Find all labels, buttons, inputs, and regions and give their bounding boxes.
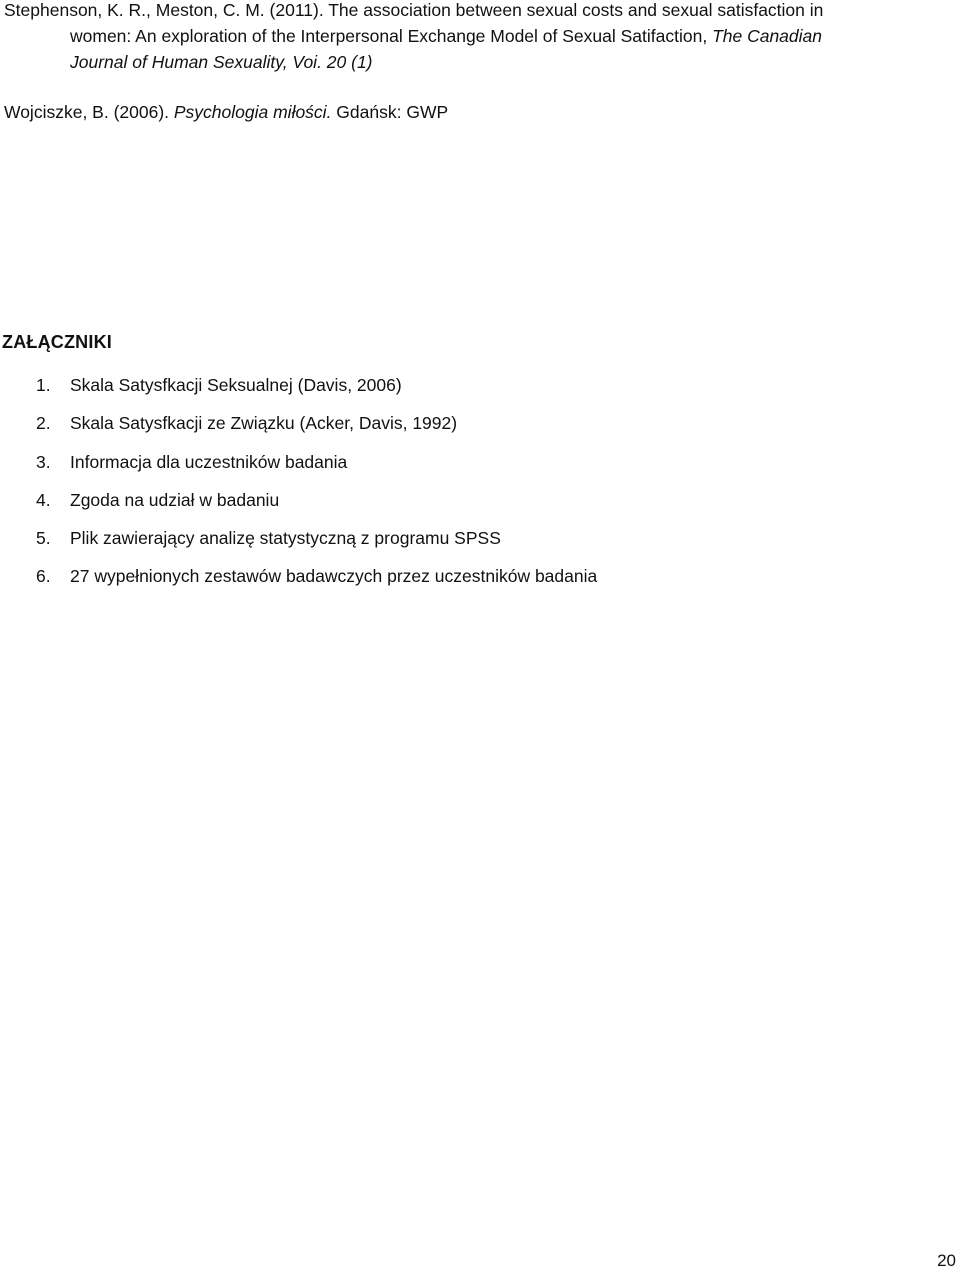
list-item-number: 1. bbox=[36, 375, 51, 395]
reference-author-year: Wojciszke, B. (2006). bbox=[4, 102, 174, 122]
list-item-number: 4. bbox=[36, 489, 51, 510]
list-item-number: 6. bbox=[36, 566, 51, 587]
book-title: Psychologia miłości. bbox=[173, 102, 332, 122]
list-item-text: Plik zawierający analizę statystyczną z programu SPSS bbox=[70, 528, 501, 549]
list-item-number: 5. bbox=[36, 528, 51, 549]
list-item-number: 2. bbox=[36, 413, 51, 434]
journal-title: The Canadian bbox=[712, 26, 823, 46]
reference-publisher: Gdańsk: GWP bbox=[331, 102, 449, 122]
annexes-heading: ZAŁĄCZNIKI bbox=[2, 332, 112, 352]
list-item-number: 3. bbox=[36, 451, 51, 472]
reference-wojciszke bbox=[4, 99, 448, 125]
reference-text: women: An exploration of the Interpersonal Exchange Model of Sexual Satifaction, bbox=[70, 26, 713, 46]
list-item-text: 27 wypełnionych zestawów badawczych przez uczestników badania bbox=[70, 566, 598, 587]
page-number: 20 bbox=[937, 1251, 956, 1270]
reference-line-indented bbox=[4, 49, 823, 75]
list-item-text: Skala Satysfkacji Seksualnej (Davis, 2006) bbox=[70, 375, 402, 395]
list-item-text: Informacja dla uczestników badania bbox=[70, 451, 348, 472]
list-item-text: Zgoda na udział w badaniu bbox=[70, 489, 280, 510]
journal-title-continued: Journal of Human Sexuality, Voi. 20 (1) bbox=[70, 52, 373, 72]
reference-line-indented bbox=[4, 23, 823, 49]
list-item-text: Skala Satysfkacji ze Związku (Acker, Davis, 1992) bbox=[70, 413, 458, 434]
reference-line: Stephenson, K. R., Meston, C. M. (2011). The association between sexual costs and sexual satisfaction in bbox=[4, 0, 824, 20]
reference-stephenson-meston bbox=[4, 0, 823, 75]
